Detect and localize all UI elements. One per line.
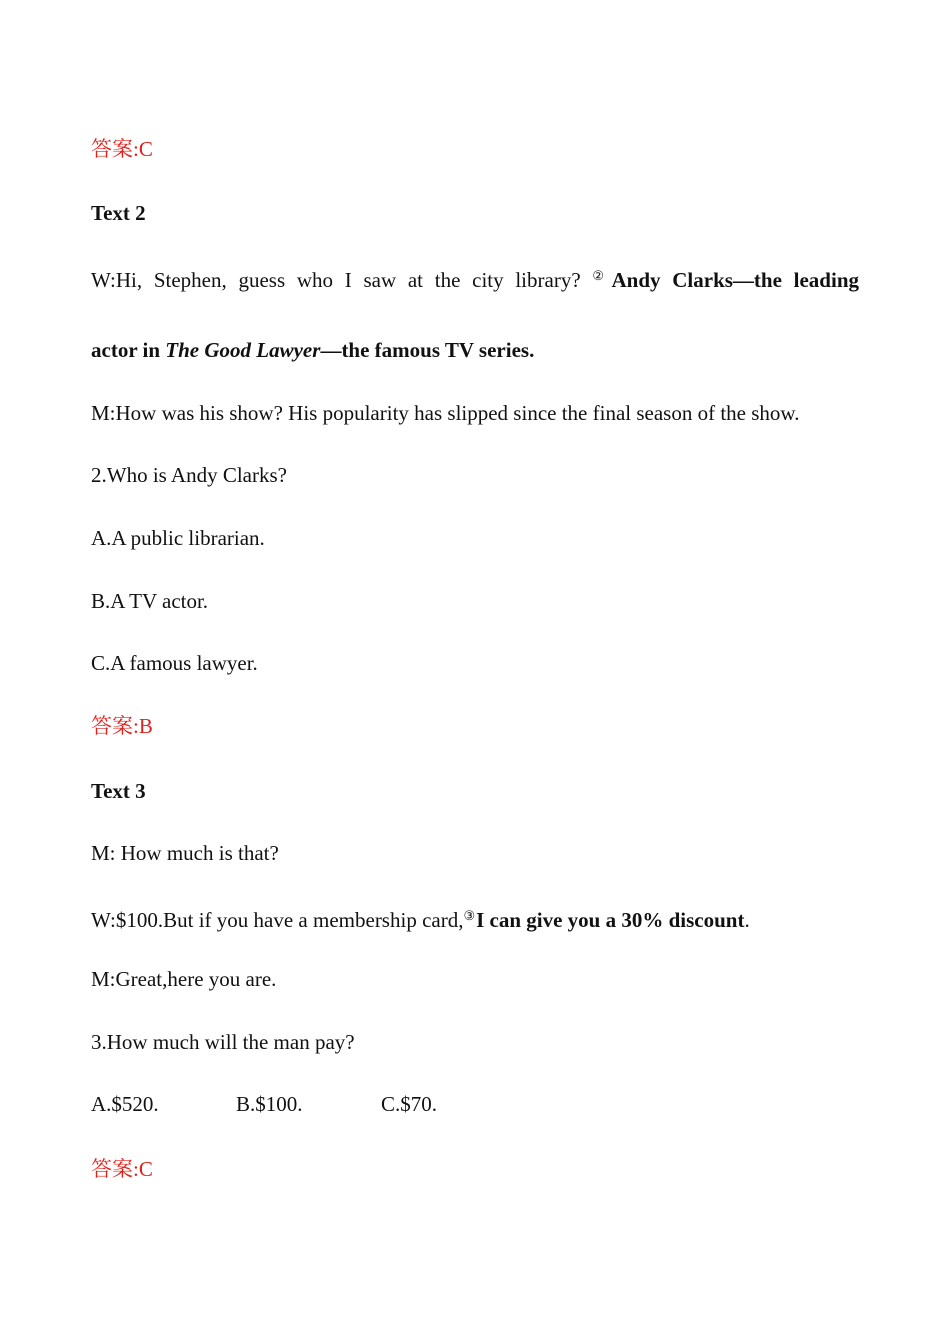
text3-w-prefix: W:$100.But if you have a membership card, [91, 908, 464, 932]
text2-option-b: B.A TV actor. [91, 589, 209, 613]
text3-heading: Text 3 [91, 779, 146, 803]
text2-w-bold-2a: actor in [91, 338, 166, 362]
text3-m-line-2: M:Great,here you are. [91, 967, 277, 991]
text2-heading: Text 2 [91, 201, 146, 225]
text3-option-c: C.$70. [381, 1092, 438, 1116]
text3-question: 3.How much will the man pay? [91, 1030, 355, 1054]
answer-2: 答案:B [91, 714, 153, 738]
text2-question: 2.Who is Andy Clarks? [91, 463, 287, 487]
text3-m-line-1: M: How much is that? [91, 841, 279, 865]
text3-w-line [91, 903, 750, 933]
answer-3: 答案:C [91, 1157, 153, 1181]
text2-w-line [91, 263, 859, 293]
answer-1: 答案:C [91, 137, 153, 161]
text3-w-suffix: . [744, 908, 750, 932]
text2-w-bold-1: Andy Clarks—the leading [611, 268, 860, 292]
text2-w-prefix: W:Hi, Stephen, guess who I saw at the city library? [91, 268, 581, 292]
text3-w-bold: I can give you a 30% discount [476, 908, 745, 932]
text3-option-b: B.$100. [236, 1092, 303, 1116]
text2-show-title: The Good Lawyer [165, 338, 321, 362]
text2-option-c: C.A famous lawyer. [91, 651, 258, 675]
text2-w-bold-2b: —the famous TV series. [320, 338, 535, 362]
text3-option-a: A.$520. [91, 1092, 159, 1116]
text2-m-line: M:How was his show? His popularity has slipped since the final season of the show. [91, 401, 800, 425]
text2-marker: ② [592, 268, 611, 283]
text3-marker: ③ [463, 908, 476, 923]
text2-option-a: A.A public librarian. [91, 526, 265, 550]
text3-options [91, 1091, 491, 1117]
text2-w-line-cont [91, 337, 534, 363]
